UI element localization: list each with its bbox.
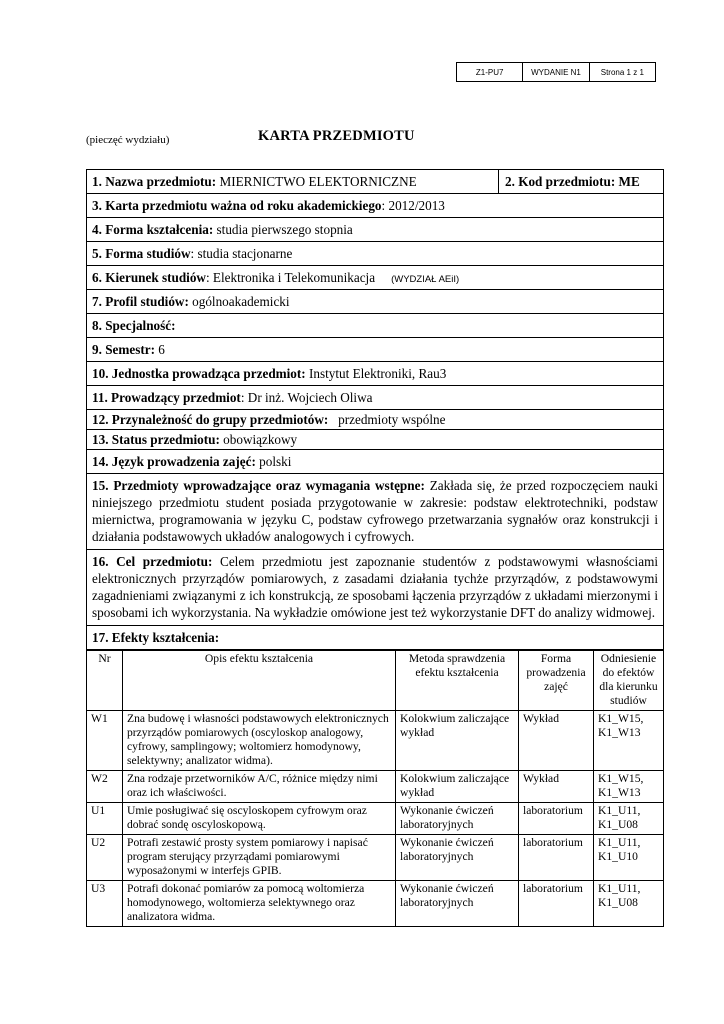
cell-description: Potrafi dokonać pomiarów za pomocą woltomierza homodynowego, woltomierza selektywnego oraz analizatora widma. (123, 881, 396, 927)
course-status-label: 13. Status przedmiotu: (92, 432, 220, 447)
row-course-name (87, 170, 663, 194)
faculty-stamp-label: (pieczęć wydziału) (86, 134, 170, 146)
specialization-label: 8. Specjalność: (92, 318, 176, 333)
course-group-value: przedmioty wspólne (328, 412, 446, 427)
row-course-goal (87, 550, 663, 626)
course-status-value: obowiązkowy (219, 432, 298, 447)
row-study-profile (87, 290, 663, 314)
lecturer-label: 11. Prowadzący przedmiot (92, 390, 241, 405)
col-header-verification: Metoda sprawdzenia efektu kształcenia (396, 651, 519, 711)
cell-verification: Wykonanie ćwiczeń laboratoryjnych (396, 881, 519, 927)
table-header-row (87, 651, 663, 711)
course-group-label: 12. Przynależność do grupy przedmiotów: (92, 412, 329, 427)
course-goal-text: Celem przedmiotu jest zapoznanie studentów z podstawowymi własnościami elektronicznych przyrządów pomiarowych, z zasadami działania tychże przyrządów, z podstawowymi zagadnieniami związanymi z ich konstrukcją, ze sposobami łączenia przyrządów z układami mierzonymi i sposobami ich wykorzystania. Na wykładzie omówione jest też wykorzystanie DFT do analizy widmowej. (92, 554, 658, 620)
course-code: 2. Kod przedmiotu: ME (505, 174, 640, 189)
page-title: KARTA PRZEDMIOTU (258, 128, 415, 144)
cell-verification: Wykonanie ćwiczeń laboratoryjnych (396, 803, 519, 835)
document-code: Z1-PU7 (457, 63, 523, 81)
cell-class-form: laboratorium (519, 881, 594, 927)
academic-year-value: : 2012/2013 (381, 198, 445, 213)
prerequisites-label: 15. Przedmioty wprowadzające oraz wymagania wstępne: (92, 478, 425, 493)
row-education-form (87, 218, 663, 242)
row-unit (87, 362, 663, 386)
field-of-study-label: 6. Kierunek studiów (92, 270, 206, 285)
row-specialization (87, 314, 663, 338)
cell-verification: Kolokwium zaliczające wykład (396, 771, 519, 803)
cell-class-form: Wykład (519, 771, 594, 803)
table-row (87, 803, 663, 835)
document-header-box (456, 62, 656, 82)
cell-nr: U2 (87, 835, 123, 881)
academic-year-label: 3. Karta przedmiotu ważna od roku akademickiego (92, 198, 382, 213)
semester-label: 9. Semestr: (92, 342, 155, 357)
unit-label: 10. Jednostka prowadząca przedmiot: (92, 366, 306, 381)
learning-outcomes-label: 17. Efekty kształcenia: (92, 630, 220, 645)
study-profile-value: ogólnoakademicki (188, 294, 290, 309)
document-edition: WYDANIE N1 (523, 63, 589, 81)
study-profile-label: 7. Profil studiów: (92, 294, 189, 309)
course-name-cell (87, 170, 499, 193)
cell-description: Zna budowę i własności podstawowych elektronicznych przyrządów pomiarowych (oscyloskop analogowy, cyfrowy, samplingowy; woltomierz homodynowy, selektywny; analizator widma). (123, 711, 396, 771)
cell-nr: W1 (87, 711, 123, 771)
cell-reference: K1_U11, K1_U08 (594, 881, 664, 927)
lecturer-value: : Dr inż. Wojciech Oliwa (240, 390, 373, 405)
course-name-label: 1. Nazwa przedmiotu: (92, 174, 217, 189)
row-learning-outcomes (87, 626, 663, 650)
field-of-study-value: : Elektronika i Telekomunikacja (205, 270, 376, 285)
cell-reference: K1_W15, K1_W13 (594, 711, 664, 771)
learning-outcomes-table (87, 650, 663, 926)
language-label: 14. Język prowadzenia zajęć: (92, 454, 256, 469)
cell-reference: K1_U11, K1_U08 (594, 803, 664, 835)
row-semester (87, 338, 663, 362)
cell-nr: W2 (87, 771, 123, 803)
cell-nr: U1 (87, 803, 123, 835)
row-lecturer (87, 386, 663, 410)
cell-reference: K1_U11, K1_U10 (594, 835, 664, 881)
cell-reference: K1_W15, K1_W13 (594, 771, 664, 803)
row-study-form (87, 242, 663, 266)
cell-class-form: laboratorium (519, 835, 594, 881)
row-prerequisites (87, 474, 663, 550)
row-course-group (87, 410, 663, 430)
row-field-of-study (87, 266, 663, 290)
table-row (87, 711, 663, 771)
study-form-label: 5. Forma studiów (92, 246, 191, 261)
row-language (87, 450, 663, 474)
cell-description: Potrafi zestawić prosty system pomiarowy i napisać program sterujący przyrządami pomiarowymi wyposażonymi w interfejs GPIB. (123, 835, 396, 881)
col-header-reference: Odniesienie do efektów dla kierunku studiów (594, 651, 664, 711)
prerequisites-text: Zakłada się, że przed rozpoczęciem nauki niniejszego przedmiotu student posiada przygotowanie w zakresie: podstaw elektrotechniki, podstaw miernictwa, programowania w języku C, podstaw cyfrowego przetwarzania sygnałów oraz konstrukcji i działania podstawowych układów analogowych i cyfrowych. (92, 478, 658, 544)
col-header-description: Opis efektu kształcenia (123, 651, 396, 711)
table-row (87, 771, 663, 803)
page-number: Strona 1 z 1 (600, 67, 644, 77)
row-academic-year (87, 194, 663, 218)
course-goal-label: 16. Cel przedmiotu: (92, 554, 213, 569)
cell-class-form: laboratorium (519, 803, 594, 835)
education-form-label: 4. Forma kształcenia: (92, 222, 214, 237)
cell-verification: Kolokwium zaliczające wykład (396, 711, 519, 771)
table-row (87, 881, 663, 927)
cell-description: Zna rodzaje przetworników A/C, różnice między nimi oraz ich właściwości. (123, 771, 396, 803)
row-course-status (87, 430, 663, 450)
cell-description: Umie posługiwać się oscyloskopem cyfrowym oraz dobrać sondę oscyloskopową. (123, 803, 396, 835)
cell-class-form: Wykład (519, 711, 594, 771)
col-header-class-form: Forma prowadzenia zajęć (519, 651, 594, 711)
language-value: polski (255, 454, 292, 469)
study-form-value: : studia stacjonarne (190, 246, 293, 261)
course-name-value: MIERNICTWO ELEKTORNICZNE (216, 174, 417, 189)
table-row (87, 835, 663, 881)
unit-value: Instytut Elektroniki, Rau3 (305, 366, 447, 381)
cell-nr: U3 (87, 881, 123, 927)
semester-value: 6 (154, 342, 165, 357)
col-header-nr: Nr (87, 651, 123, 711)
education-form-value: studia pierwszego stopnia (213, 222, 353, 237)
faculty-note: (WYDZIAŁ AEiI) (391, 274, 460, 285)
course-card (86, 169, 664, 927)
cell-verification: Wykonanie ćwiczeń laboratoryjnych (396, 835, 519, 881)
